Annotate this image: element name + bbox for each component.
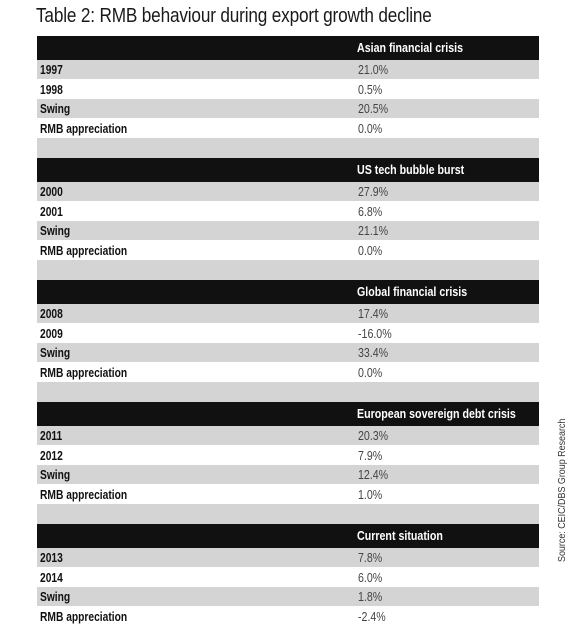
table-row [37, 465, 539, 485]
row-label: 2009 [40, 327, 63, 341]
table-row [37, 182, 539, 202]
table-row [37, 548, 539, 568]
row-label: Swing [40, 346, 70, 360]
table-row [37, 446, 539, 466]
table-block-european-debt [37, 402, 539, 524]
row-label: Swing [40, 468, 70, 482]
block-header [37, 158, 539, 182]
row-value: 20.5% [358, 102, 388, 116]
rmb-table [37, 36, 539, 626]
row-value: 0.0% [358, 244, 382, 258]
row-value: 17.4% [358, 307, 388, 321]
table-block-current [37, 524, 539, 626]
block-header-label: Asian financial crisis [357, 40, 463, 55]
row-label: Swing [40, 590, 70, 604]
row-label: RMB appreciation [40, 244, 127, 258]
table-row [37, 324, 539, 344]
row-value: 33.4% [358, 346, 388, 360]
table-row [37, 99, 539, 119]
row-label: 2008 [40, 307, 63, 321]
block-header [37, 402, 539, 426]
table-row [37, 202, 539, 222]
row-value: 6.0% [358, 571, 382, 585]
row-value: 0.0% [358, 122, 382, 136]
block-separator [37, 382, 539, 402]
row-label: RMB appreciation [40, 366, 127, 380]
source-note: Source: CEIC/DBS Group Research [556, 419, 568, 562]
row-label: 2013 [40, 551, 63, 565]
row-value: 12.4% [358, 468, 388, 482]
table-block-us-tech [37, 158, 539, 280]
row-value: 7.9% [358, 449, 382, 463]
row-value: 6.8% [358, 205, 382, 219]
block-separator [37, 504, 539, 524]
block-separator [37, 138, 539, 158]
table-row [37, 343, 539, 363]
row-label: Swing [40, 102, 70, 116]
block-header-label: European sovereign debt crisis [357, 406, 516, 421]
table-row [37, 221, 539, 241]
row-label: Swing [40, 224, 70, 238]
block-header-label: Global financial crisis [357, 284, 467, 299]
table-title: Table 2: RMB behaviour during export growth decline [36, 5, 432, 28]
table-row [37, 568, 539, 588]
block-header-label: Current situation [357, 528, 443, 543]
row-label: 2011 [40, 429, 62, 443]
table-row [37, 587, 539, 607]
row-value: 21.1% [358, 224, 388, 238]
row-value: 21.0% [358, 63, 388, 77]
block-header-label: US tech bubble burst [357, 162, 464, 177]
block-header [37, 280, 539, 304]
row-value: 20.3% [358, 429, 388, 443]
row-label: 2001 [40, 205, 63, 219]
table-row [37, 60, 539, 80]
table-block-global-crisis [37, 280, 539, 402]
row-label: 2012 [40, 449, 63, 463]
row-label: RMB appreciation [40, 610, 127, 624]
row-label: 1997 [40, 63, 63, 77]
row-value: 0.0% [358, 366, 382, 380]
table-block-asian-crisis [37, 36, 539, 158]
table-row [37, 485, 539, 505]
row-value: -16.0% [358, 327, 392, 341]
table-row [37, 363, 539, 383]
row-value: -2.4% [358, 610, 386, 624]
block-header [37, 524, 539, 548]
row-label: RMB appreciation [40, 488, 127, 502]
row-value: 27.9% [358, 185, 388, 199]
block-separator [37, 260, 539, 280]
row-value: 7.8% [358, 551, 382, 565]
row-value: 1.0% [358, 488, 382, 502]
row-value: 0.5% [358, 83, 382, 97]
block-header [37, 36, 539, 60]
row-label: 2014 [40, 571, 63, 585]
row-label: RMB appreciation [40, 122, 127, 136]
row-label: 2000 [40, 185, 63, 199]
table-row [37, 607, 539, 626]
row-label: 1998 [40, 83, 63, 97]
row-value: 1.8% [358, 590, 382, 604]
table-row [37, 119, 539, 139]
table-row [37, 426, 539, 446]
table-row [37, 80, 539, 100]
table-row [37, 241, 539, 261]
table-row [37, 304, 539, 324]
